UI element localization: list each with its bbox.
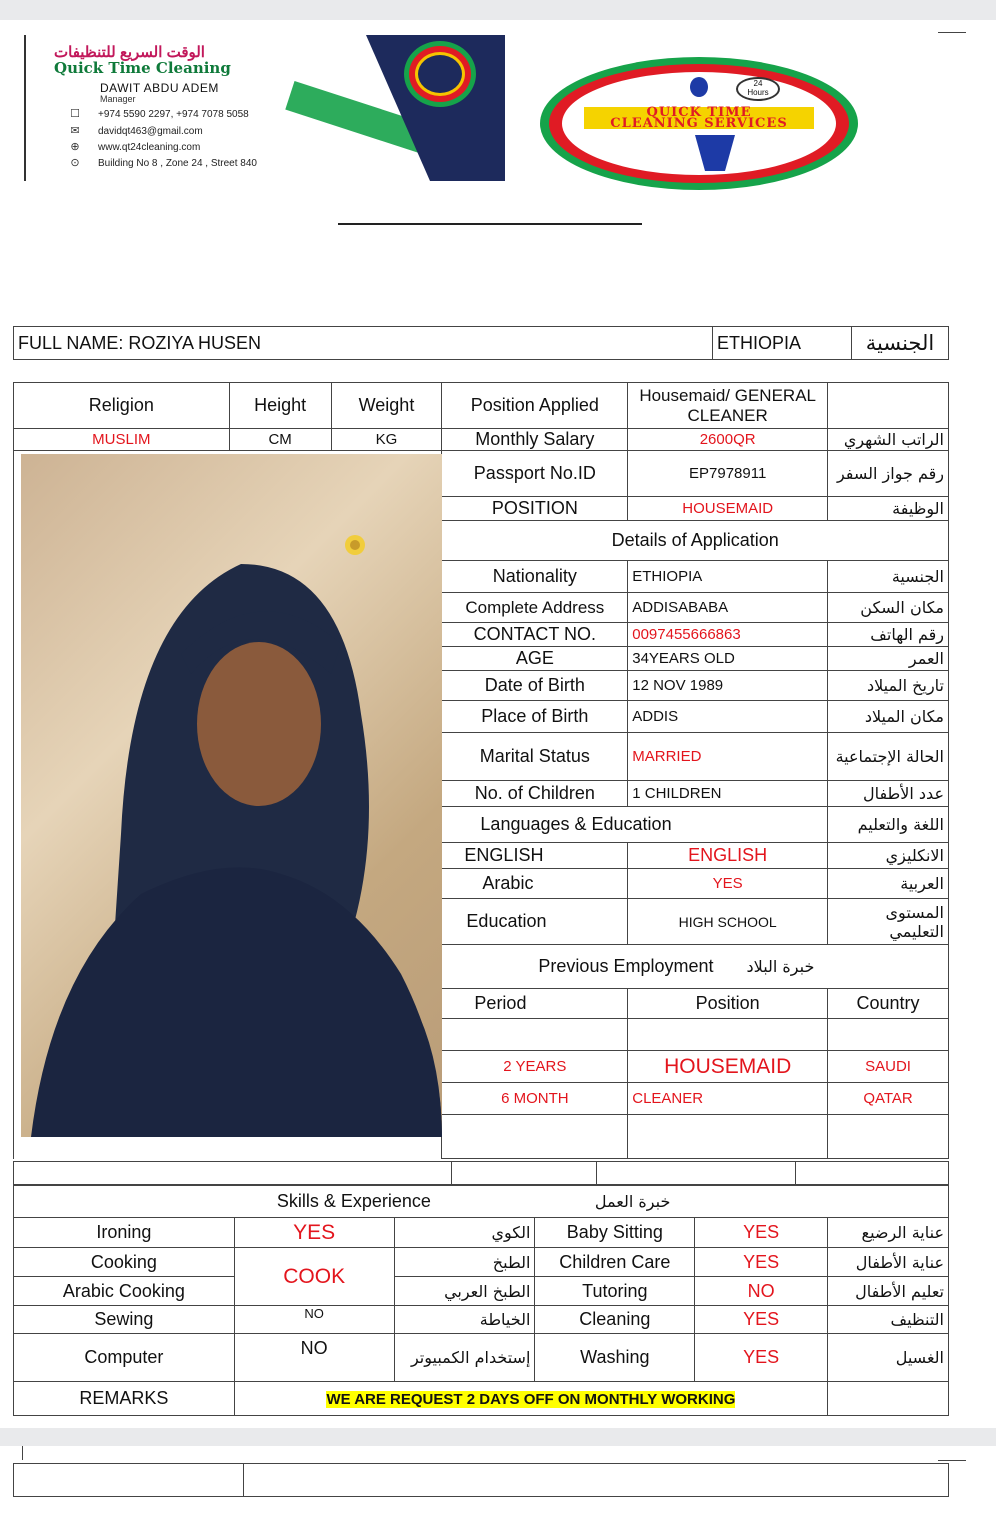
- details-title: Details of Application: [442, 521, 949, 561]
- detail-value: MARRIED: [628, 733, 828, 781]
- card-logo-icon: [404, 41, 476, 107]
- full-name: FULL NAME: ROZIYA HUSEN: [14, 327, 713, 360]
- skill-label: Baby Sitting: [535, 1218, 695, 1248]
- skill-ar: إستخدام الكمبيوتر: [394, 1334, 535, 1382]
- position-applied-label: Position Applied: [442, 383, 628, 429]
- card-phone: +974 5590 2297, +974 7078 5058: [98, 109, 249, 120]
- detail-ar: عدد الأطفال: [828, 781, 949, 807]
- card-address: Building No 8 , Zone 24 , Street 840: [98, 158, 257, 169]
- employment-country: QATAR: [828, 1083, 949, 1115]
- employment-position: CLEANER: [628, 1083, 828, 1115]
- skill-label: Children Care: [535, 1248, 695, 1277]
- logo-hours-badge: 24 Hours: [736, 77, 780, 101]
- detail-value: 12 NOV 1989: [628, 671, 828, 701]
- employment-position-header: Position: [628, 989, 828, 1019]
- skill-ar: تعليم الأطفال: [828, 1277, 949, 1306]
- top-band: [0, 0, 996, 20]
- detail-label: Date of Birth: [442, 671, 628, 701]
- position-ar: الوظيفة: [828, 497, 949, 521]
- name-table: [13, 326, 949, 360]
- employment-title: Previous Employment: [538, 956, 714, 976]
- skills-table: [13, 1185, 949, 1416]
- nationality-ar: الجنسية: [852, 327, 949, 360]
- skill-label: Computer: [14, 1334, 235, 1382]
- language-label: ENGLISH: [442, 843, 628, 869]
- skill-label: Cooking: [14, 1248, 235, 1277]
- education-value: HIGH SCHOOL: [628, 899, 828, 945]
- skill-ar: الطبخ: [394, 1248, 535, 1277]
- passport-label: Passport No.ID: [442, 451, 628, 497]
- salary-ar: الراتب الشهري: [828, 429, 949, 451]
- skill-label: Arabic Cooking: [14, 1277, 235, 1306]
- card-email: davidqt463@gmail.com: [98, 126, 203, 137]
- logo-line2: CLEANING SERVICES: [610, 116, 788, 131]
- applicant-photo-drawing: [21, 454, 442, 1137]
- education-ar: المستوى التعليمي: [828, 899, 949, 945]
- page-corner-line: [938, 32, 966, 33]
- card-role: Manager: [100, 94, 136, 104]
- phone-icon: ☐: [70, 108, 80, 120]
- education-label: Education: [442, 899, 628, 945]
- detail-label: Nationality: [442, 561, 628, 593]
- language-ar: الانكليزي: [828, 843, 949, 869]
- email-icon: ✉: [70, 125, 80, 137]
- skill-ar: الخياطة: [394, 1306, 535, 1334]
- detail-ar: مكان السكن: [828, 593, 949, 623]
- salary-value: 2600QR: [628, 429, 828, 451]
- card-web: www.qt24cleaning.com: [98, 142, 201, 153]
- detail-value: ADDISABABA: [628, 593, 828, 623]
- skill-ar: الكوي: [394, 1218, 535, 1248]
- employment-country-header: Country: [828, 989, 949, 1019]
- detail-ar: مكان الميلاد: [828, 701, 949, 733]
- detail-label: No. of Children: [442, 781, 628, 807]
- remarks-cell: [234, 1382, 827, 1416]
- employment-period: 2 YEARS: [442, 1051, 628, 1083]
- nationality-value: ETHIOPIA: [713, 327, 852, 360]
- employment-title-cell: [442, 945, 949, 989]
- languages-title-ar: اللغة والتعليم: [828, 807, 949, 843]
- skill-value: YES: [234, 1218, 394, 1248]
- company-logo: [540, 57, 858, 190]
- employment-country: SAUDI: [828, 1051, 949, 1083]
- position-label: POSITION: [442, 497, 628, 521]
- skill-value: YES: [695, 1306, 828, 1334]
- salary-label: Monthly Salary: [442, 429, 628, 451]
- skill-label: Sewing: [14, 1306, 235, 1334]
- spacer-row: [13, 1161, 949, 1185]
- skills-title-ar: خبرة العمل: [535, 1186, 949, 1218]
- skill-value: NO: [234, 1334, 394, 1382]
- skill-value: YES: [695, 1334, 828, 1382]
- logo-line1: QUICK TIME: [646, 105, 752, 120]
- detail-ar: الجنسية: [828, 561, 949, 593]
- skill-ar: عناية الأطفال: [828, 1248, 949, 1277]
- religion-value: MUSLIM: [14, 429, 230, 451]
- detail-label: Place of Birth: [442, 701, 628, 733]
- cleaner-figure-icon: [690, 77, 708, 97]
- detail-ar: رقم الهاتف: [828, 623, 949, 647]
- location-icon: ⊙: [70, 157, 80, 169]
- signature-line: [338, 223, 642, 225]
- card-person: DAWIT ABDU ADEM: [100, 81, 219, 95]
- detail-label: Complete Address: [442, 593, 628, 623]
- skill-value: NO: [695, 1277, 828, 1306]
- passport-ar: رقم جواز السفر: [828, 451, 949, 497]
- skill-value: COOK: [234, 1248, 394, 1306]
- skill-ar: الغسيل: [828, 1334, 949, 1382]
- next-page-table: [13, 1463, 949, 1497]
- detail-label: AGE: [442, 647, 628, 671]
- skill-value: YES: [695, 1248, 828, 1277]
- page-corner-line: [938, 1460, 966, 1461]
- globe-icon: ⊕: [70, 141, 80, 153]
- remarks-label: REMARKS: [14, 1382, 235, 1416]
- height-value: CM: [229, 429, 331, 451]
- passport-value: EP7978911: [628, 451, 828, 497]
- employment-period-header: Period: [442, 989, 628, 1019]
- applicant-photo: [21, 454, 442, 1137]
- employment-title-ar: خبرة البلاد: [746, 957, 815, 976]
- skill-label: Tutoring: [535, 1277, 695, 1306]
- language-value: YES: [628, 869, 828, 899]
- position-value: HOUSEMAID: [628, 497, 828, 521]
- language-value: ENGLISH: [628, 843, 828, 869]
- language-ar: العربية: [828, 869, 949, 899]
- detail-value: 1 CHILDREN: [628, 781, 828, 807]
- weight-value: KG: [331, 429, 442, 451]
- card-company: Quick Time Cleaning: [54, 59, 231, 77]
- detail-value: 0097455666863: [628, 623, 828, 647]
- detail-value: 34YEARS OLD: [628, 647, 828, 671]
- employment-period: 6 MONTH: [442, 1083, 628, 1115]
- detail-ar: العمر: [828, 647, 949, 671]
- detail-ar: تاريخ الميلاد: [828, 671, 949, 701]
- skill-label: Washing: [535, 1334, 695, 1382]
- skill-label: Cleaning: [535, 1306, 695, 1334]
- religion-label: Religion: [14, 383, 230, 429]
- weight-label: Weight: [331, 383, 442, 429]
- detail-ar: الحالة الإجتماعية: [828, 733, 949, 781]
- skill-label: Ironing: [14, 1218, 235, 1248]
- detail-label: Marital Status: [442, 733, 628, 781]
- business-card: [24, 35, 505, 181]
- skill-ar: الطبخ العربي: [394, 1277, 535, 1306]
- languages-title: Languages & Education: [442, 807, 828, 843]
- language-label: Arabic: [442, 869, 628, 899]
- skill-value: NO: [234, 1306, 394, 1334]
- page-break-band: [0, 1428, 996, 1446]
- skill-ar: التنظيف: [828, 1306, 949, 1334]
- skill-ar: عناية الرضيع: [828, 1218, 949, 1248]
- card-arabic-name: الوقت السريع للتنظيفات: [54, 44, 205, 61]
- detail-label: CONTACT NO.: [442, 623, 628, 647]
- logo-text-band: [584, 107, 814, 129]
- detail-value: ADDIS: [628, 701, 828, 733]
- skills-title: Skills & Experience: [14, 1186, 535, 1218]
- page-corner-line: [22, 1446, 23, 1460]
- skill-value: YES: [695, 1218, 828, 1248]
- remarks-text: WE ARE REQUEST 2 DAYS OFF ON MONTHLY WORKING: [326, 1391, 736, 1408]
- employment-position: HOUSEMAID: [628, 1051, 828, 1083]
- position-applied-value: Housemaid/ GENERAL CLEANER: [628, 383, 828, 429]
- height-label: Height: [229, 383, 331, 429]
- detail-value: ETHIOPIA: [628, 561, 828, 593]
